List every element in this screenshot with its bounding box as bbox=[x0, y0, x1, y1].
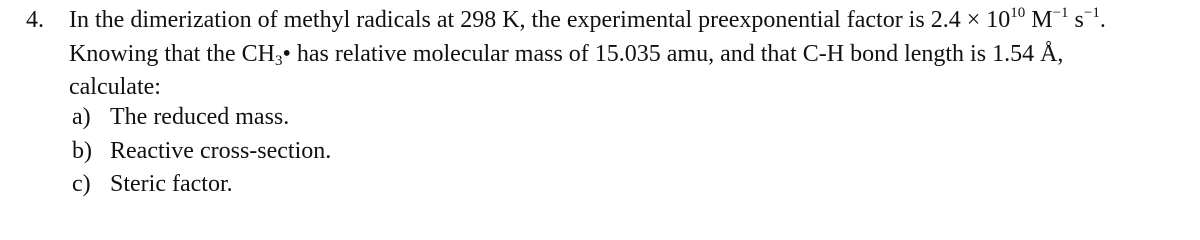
sub-question-text: Steric factor. bbox=[110, 171, 233, 197]
exponent-seconds: −1 bbox=[1083, 5, 1100, 21]
unit-molar: M bbox=[1025, 7, 1053, 33]
exponent-ten: 10 bbox=[1010, 5, 1026, 21]
sub-question-text: The reduced mass. bbox=[110, 104, 290, 130]
sub-question-c bbox=[72, 169, 233, 199]
sub-question-marker: c) bbox=[72, 171, 91, 197]
sub-question-a bbox=[72, 102, 289, 132]
unit-seconds: s bbox=[1068, 7, 1084, 33]
question-line-2 bbox=[69, 39, 1063, 69]
sub-question-text: Reactive cross-section. bbox=[110, 138, 332, 164]
question-line-1 bbox=[69, 5, 1106, 35]
question-number: 4. bbox=[26, 7, 44, 33]
sub-question-marker: b) bbox=[72, 138, 92, 164]
sub-question-marker: a) bbox=[72, 104, 91, 130]
sub-question-b bbox=[72, 136, 331, 166]
line1-text: In the dimerization of methyl radicals at 298 K, the experimental preexponential factor is 2.4 × 10 bbox=[69, 7, 1011, 33]
line1-end: . bbox=[1099, 7, 1106, 33]
subscript-three: 3 bbox=[274, 53, 283, 69]
line2-pre: Knowing that the CH bbox=[69, 41, 275, 67]
exponent-molar: −1 bbox=[1052, 5, 1069, 21]
line2-post: • has relative molecular mass of 15.035 amu, and that C-H bond length is 1.54 Å, bbox=[282, 41, 1064, 67]
question-line-3: calculate: bbox=[69, 74, 161, 100]
